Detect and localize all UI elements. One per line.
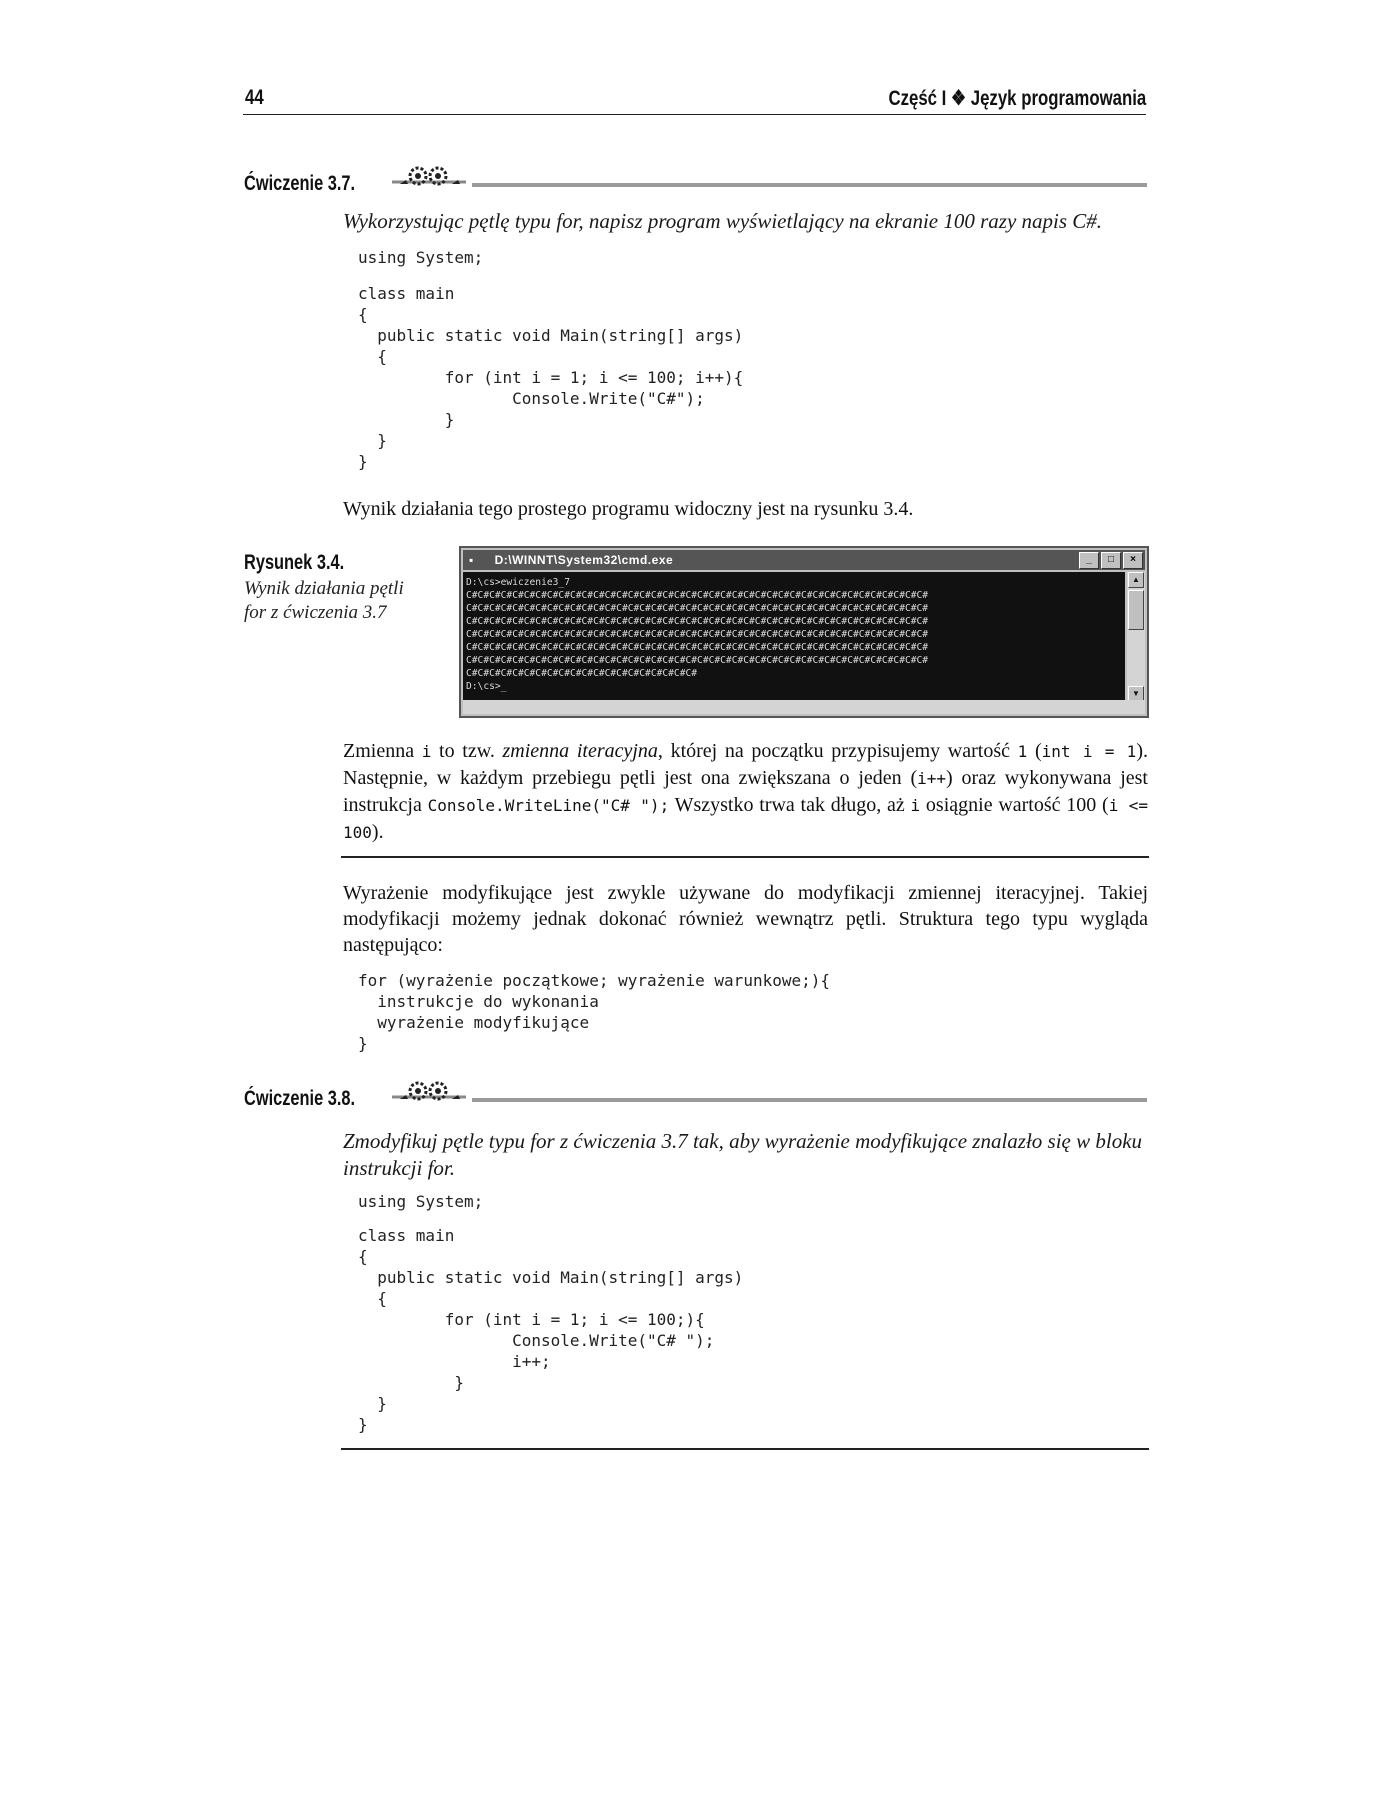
emphasis: zmienna iteracyjna xyxy=(502,740,658,762)
inline-code: i++ xyxy=(917,769,947,788)
console-line: C#C#C#C#C#C#C#C#C#C#C#C#C#C#C#C#C#C#C#C#C#C#C#C#C#C#C#C#C#C#C#C#C#C#C#C#C#C#C#C# xyxy=(466,655,929,666)
text: osiągnie wartość 100 ( xyxy=(920,794,1109,816)
code-structure: for (wyrażenie początkowe; wyrażenie warunkowe;){ instrukcje do wykonania wyrażenie modyfikujące } xyxy=(358,971,831,1053)
figure-caption xyxy=(244,551,444,625)
figure-label: Rysunek 3.4. xyxy=(244,551,345,574)
cmd-icon: ▪ xyxy=(469,553,474,567)
inline-code: Console.WriteLine("C# "); xyxy=(427,796,670,815)
text: ). Następnie, w każdym przebiegu pętli jest ona zwiększana o jeden ( xyxy=(343,740,1148,789)
scrollbar-thumb[interactable] xyxy=(1128,590,1144,630)
text: ( xyxy=(1027,740,1042,762)
console-output xyxy=(463,572,1125,702)
console-line: C#C#C#C#C#C#C#C#C#C#C#C#C#C#C#C#C#C#C#C#C#C#C#C#C#C#C#C#C#C#C#C#C#C#C#C#C#C#C#C# xyxy=(466,590,929,601)
divider xyxy=(341,1448,1149,1450)
code-listing-3-7: class main { public static void Main(string[] args) { for (int i = 1; i <= 100; i++){ Console.Write("C#"); } } } xyxy=(358,284,744,471)
console-line: C#C#C#C#C#C#C#C#C#C#C#C#C#C#C#C#C#C#C#C#C#C#C#C#C#C#C#C#C#C#C#C#C#C#C#C#C#C#C#C# xyxy=(466,603,929,614)
inline-code: i xyxy=(421,742,432,761)
console-titlebar xyxy=(463,550,1145,570)
inline-code: int i = 1 xyxy=(1041,742,1137,761)
running-title: Część I ❖ Język programowania xyxy=(888,87,1146,110)
minimize-button[interactable]: _ xyxy=(1079,552,1099,569)
exercise-label: Ćwiczenie 3.8. xyxy=(244,1087,356,1110)
inline-code: i <= 100 xyxy=(343,796,1148,842)
window-controls xyxy=(1079,552,1143,569)
exercise-3-7-heading xyxy=(244,168,1147,198)
result-paragraph: Wynik działania tego prostego programu widoczny jest na rysunku 3.4. xyxy=(343,498,914,520)
code-listing-3-8: class main { public static void Main(string[] args) { for (int i = 1; i <= 100;){ Console.Write("C# "); i++; } } } xyxy=(358,1226,744,1434)
console-line: C#C#C#C#C#C#C#C#C#C#C#C#C#C#C#C#C#C#C#C# xyxy=(466,668,698,679)
exercise-3-8-heading xyxy=(244,1083,1147,1113)
exercise-3-7-task: Wykorzystując pętlę typu for, napisz program wyświetlający na ekranie 100 razy napis C#. xyxy=(343,209,1103,233)
maximize-button[interactable]: □ xyxy=(1101,552,1121,569)
console-window xyxy=(459,546,1149,718)
code-using: using System; xyxy=(358,1192,484,1211)
scroll-down-arrow-icon[interactable]: ▼ xyxy=(1128,686,1144,702)
inline-code: 1 xyxy=(1017,742,1028,761)
text: ) oraz wykonywana jest instrukcja xyxy=(343,767,1148,816)
console-line: D:\cs>_ xyxy=(466,681,507,692)
page-number: 44 xyxy=(245,86,264,109)
variable-paragraph xyxy=(343,738,1148,846)
text: Wszystko trwa tak długo, aż xyxy=(669,794,911,816)
modifying-paragraph: Wyrażenie modyfikujące jest zwykle używane do modyfikacji zmiennej iteracyjnej. Takiej modyfikacji możemy jednak dokonać również wewnątrz pętli. Struktura tego typu wygląda następująco: xyxy=(343,882,1148,956)
inline-code: i xyxy=(910,796,921,815)
page-header xyxy=(243,84,1146,115)
close-button[interactable]: × xyxy=(1123,552,1143,569)
figure-description xyxy=(244,577,444,625)
console-line: C#C#C#C#C#C#C#C#C#C#C#C#C#C#C#C#C#C#C#C#C#C#C#C#C#C#C#C#C#C#C#C#C#C#C#C#C#C#C#C# xyxy=(466,616,929,627)
vertical-scrollbar[interactable] xyxy=(1127,572,1145,702)
code-using: using System; xyxy=(358,248,484,267)
console-line: C#C#C#C#C#C#C#C#C#C#C#C#C#C#C#C#C#C#C#C#C#C#C#C#C#C#C#C#C#C#C#C#C#C#C#C#C#C#C#C# xyxy=(466,629,929,640)
caption-line: for z ćwiczenia 3.7 xyxy=(244,602,387,623)
scroll-up-arrow-icon[interactable]: ▲ xyxy=(1128,572,1144,588)
exercise-3-8-task: Zmodyfikuj pętle typu for z ćwiczenia 3.7 tak, aby wyrażenie modyfikujące znalazło się w bloku instrukcji for. xyxy=(343,1129,1143,1180)
text: Zmienna xyxy=(343,740,422,762)
console-line: C#C#C#C#C#C#C#C#C#C#C#C#C#C#C#C#C#C#C#C#C#C#C#C#C#C#C#C#C#C#C#C#C#C#C#C#C#C#C#C# xyxy=(466,642,929,653)
text: ). xyxy=(371,821,384,843)
gears-ornament-icon xyxy=(392,164,466,192)
horizontal-scrollbar[interactable] xyxy=(463,700,1145,714)
console-title: D:\WINNT\System32\cmd.exe xyxy=(494,553,674,567)
console-line: D:\cs>ewiczenie3_7 xyxy=(466,577,570,588)
heading-rule xyxy=(472,1098,1147,1102)
divider xyxy=(341,856,1149,858)
text: , której na początku przypisujemy wartość xyxy=(657,740,1018,762)
text: to tzw. xyxy=(431,740,503,762)
exercise-label: Ćwiczenie 3.7. xyxy=(244,172,356,195)
heading-rule xyxy=(472,183,1147,187)
caption-line: Wynik działania pętli xyxy=(244,578,404,599)
gears-ornament-icon xyxy=(392,1079,466,1107)
